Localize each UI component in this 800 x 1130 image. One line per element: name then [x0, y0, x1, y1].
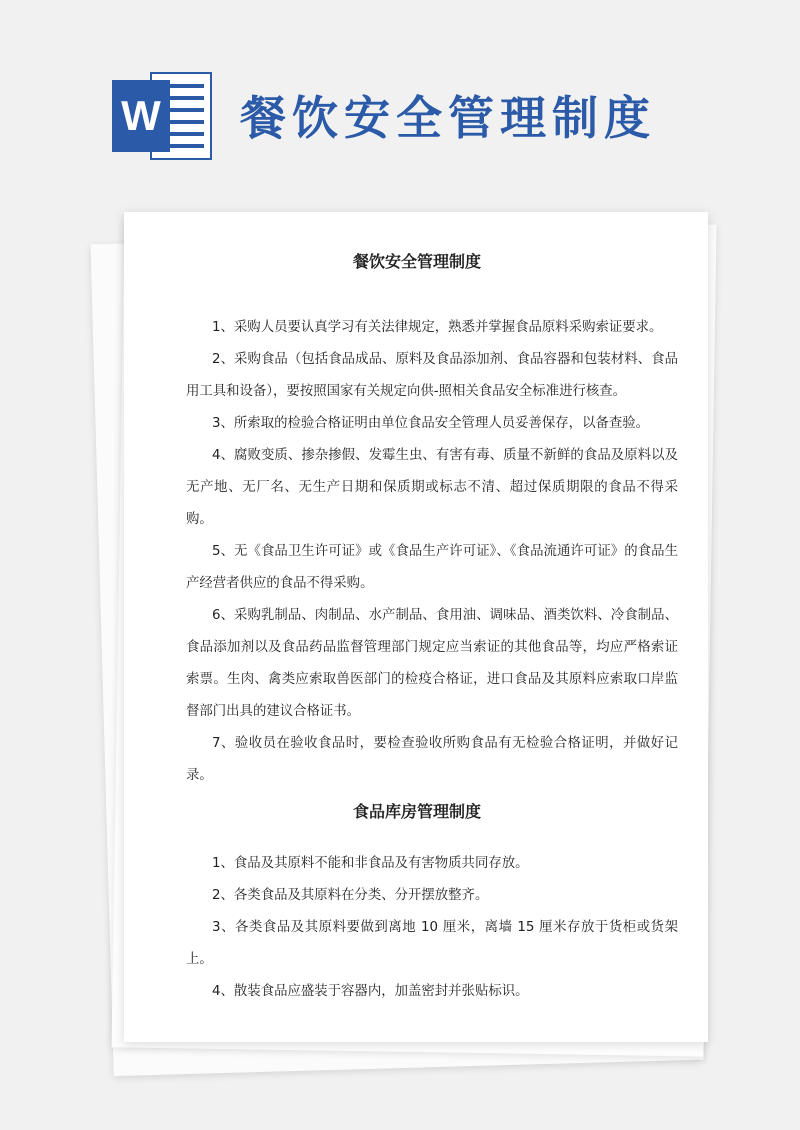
section1-item-5: 5、无《食品卫生许可证》或《食品生产许可证》、《食品流通许可证》的食品生产经营者供应的食品不得采购。	[186, 544, 678, 591]
section2-item-4: 4、散装食品应盛装于容器内，加盖密封并张贴标识。	[212, 984, 529, 999]
section1-item-2: 2、采购食品（包括食品成品、原料及食品添加剂、食品容器和包装材料、食品用工具和设备），要按照国家有关规定向供-照相关食品安全标准进行核查。	[186, 352, 678, 399]
section1-item-3: 3、所索取的检验合格证明由单位食品安全管理人员妥善保存，以备查验。	[212, 416, 650, 431]
section2-item-2: 2、各类食品及其原料在分类、分开摆放整齐。	[212, 888, 489, 903]
word-document-icon	[112, 70, 212, 162]
section1-item-7: 7、验收员在验收食品时，要检查验收所购食品有无检验合格证明，并做好记录。	[186, 736, 678, 783]
banner-title: 餐饮安全管理制度	[240, 91, 656, 145]
section1-item-6: 6、采购乳制品、肉制品、水产制品、食用油、调味品、酒类饮料、冷食制品、食品添加剂以及食品药品监督管理部门规定应当索证的其他食品等，均应严格索证索票。生肉、禽类应索取兽医部门的检疫合格证，进口食品及其原料应索取口岸监督部门出具的建议合格证书。	[186, 608, 678, 719]
section2-title: 食品库房管理制度	[352, 802, 481, 821]
section2-item-3: 3、各类食品及其原料要做到离地 10 厘米，离墙 15 厘米存放于货柜或货架上。	[186, 920, 678, 967]
word-icon-letter: W	[112, 80, 170, 152]
section2-item-1: 1、食品及其原料不能和非食品及有害物质共同存放。	[212, 856, 529, 871]
page-header	[0, 0, 800, 200]
section1-item-1: 1、采购人员要认真学习有关法律规定，熟悉并掌握食品原料采购索证要求。	[212, 320, 663, 335]
section1-item-4: 4、腐败变质、掺杂掺假、发霉生虫、有害有毒、质量不新鲜的食品及原料以及无产地、无厂名、无生产日期和保质期或标志不清、超过保质期限的食品不得采购。	[186, 448, 678, 527]
document-page	[124, 212, 708, 1042]
document-title: 餐饮安全管理制度	[352, 252, 481, 271]
